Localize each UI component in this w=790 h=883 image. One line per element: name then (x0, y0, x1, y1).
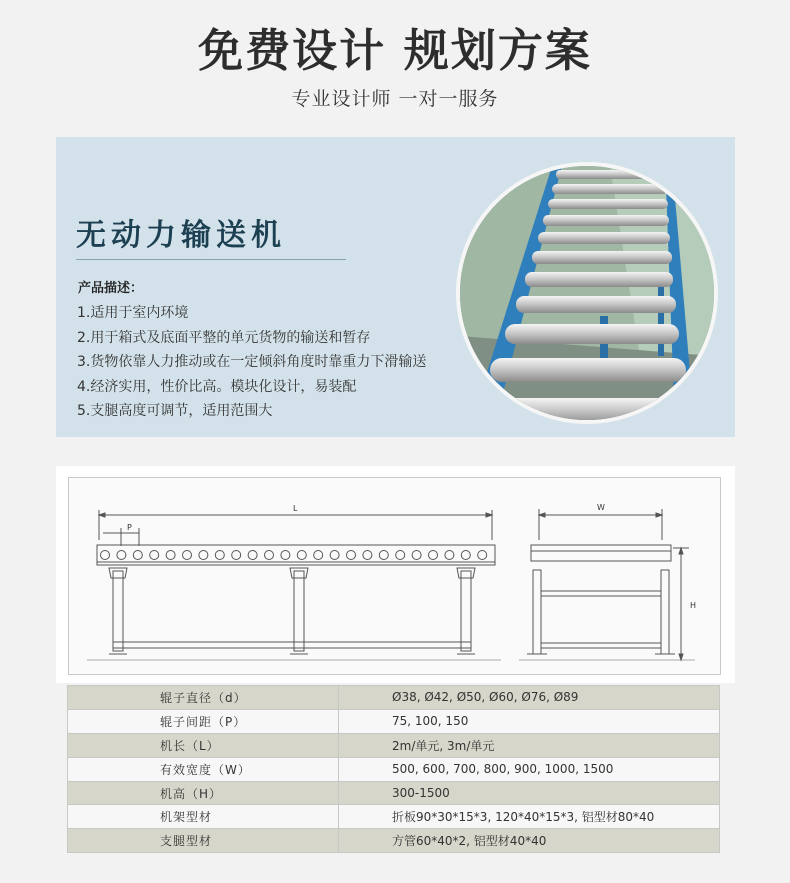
roller-circle (429, 551, 438, 560)
roller-circle (232, 551, 241, 560)
roller-circle (330, 551, 339, 560)
width-label: W (597, 503, 605, 512)
roller-circle (478, 551, 487, 560)
roller-circle (101, 551, 110, 560)
roller-circle (248, 551, 257, 560)
conveyor-photo (456, 162, 718, 424)
roller-circle (117, 551, 126, 560)
title-divider (76, 259, 346, 260)
height-label: H (690, 601, 697, 610)
roller-circle (396, 551, 405, 560)
description-heading: 产品描述： (78, 281, 144, 296)
spec-label: 辊子直径（d） (68, 686, 339, 710)
roller-circle (445, 551, 454, 560)
feature-item: 4.经济实用，性价比高。模块化设计，易装配 (77, 378, 357, 395)
pitch-label: P (127, 523, 132, 532)
spec-label: 机高（H） (68, 781, 339, 805)
product-name: 无动力输送机 (76, 218, 286, 253)
spec-row-roller-pitch (68, 709, 720, 733)
roller-circle (183, 551, 192, 560)
roller-circle (199, 551, 208, 560)
spec-row-roller-diameter (68, 686, 720, 710)
roller-circle (166, 551, 175, 560)
roller-circle (265, 551, 274, 560)
spec-row-width (68, 757, 720, 781)
feature-item: 3.货物依靠人力推动或在一定倾斜角度时靠重力下滑输送 (77, 354, 427, 370)
spec-value: Ø38, Ø42, Ø50, Ø60, Ø76, Ø89 (339, 686, 720, 710)
conveyor-drawing (69, 478, 722, 676)
roller-circle (461, 551, 470, 560)
spec-value: 300-1500 (339, 781, 720, 805)
roller-circle (412, 551, 421, 560)
roller-circle (363, 551, 372, 560)
conveyor-photo-illustration (460, 166, 714, 420)
feature-list (77, 301, 426, 424)
roller-circle (215, 551, 224, 560)
spec-value: 75, 100, 150 (339, 709, 720, 733)
roller-circle (297, 551, 306, 560)
spec-label: 机架型材 (68, 805, 339, 829)
roller-circle (314, 551, 323, 560)
product-panel (56, 137, 735, 437)
spec-row-length (68, 733, 720, 757)
roller-circle (379, 551, 388, 560)
spec-value: 500, 600, 700, 800, 900, 1000, 1500 (339, 757, 720, 781)
spec-row-frame-profile (68, 805, 720, 829)
roller-circle (281, 551, 290, 560)
feature-item: 2.用于箱式及底面平整的单元货物的输送和暂存 (77, 329, 371, 346)
spec-value: 2m/单元, 3m/单元 (339, 733, 720, 757)
technical-drawing (68, 477, 721, 675)
spec-label: 辊子间距（P） (68, 709, 339, 733)
spec-table (67, 685, 720, 853)
feature-item: 1.适用于室内环境 (77, 305, 189, 321)
length-label: L (293, 504, 298, 513)
page-subtitle: 专业设计师 一对一服务 (291, 88, 499, 110)
page-title: 免费设计 规划方案 (198, 24, 592, 77)
spec-label: 有效宽度（W） (68, 757, 339, 781)
spec-row-height (68, 781, 720, 805)
feature-item: 5.支腿高度可调节，适用范围大 (77, 403, 273, 419)
roller-circle (150, 551, 159, 560)
roller-circle (133, 551, 142, 560)
spec-value: 折板90*30*15*3, 120*40*15*3, 铝型材80*40 (339, 805, 720, 829)
roller-circle (347, 551, 356, 560)
technical-drawing-panel (56, 466, 735, 683)
spec-label: 机长（L） (68, 733, 339, 757)
spec-label: 支腿型材 (68, 829, 339, 853)
spec-value: 方管60*40*2, 铝型材40*40 (339, 829, 720, 853)
spec-row-leg-profile (68, 829, 720, 853)
